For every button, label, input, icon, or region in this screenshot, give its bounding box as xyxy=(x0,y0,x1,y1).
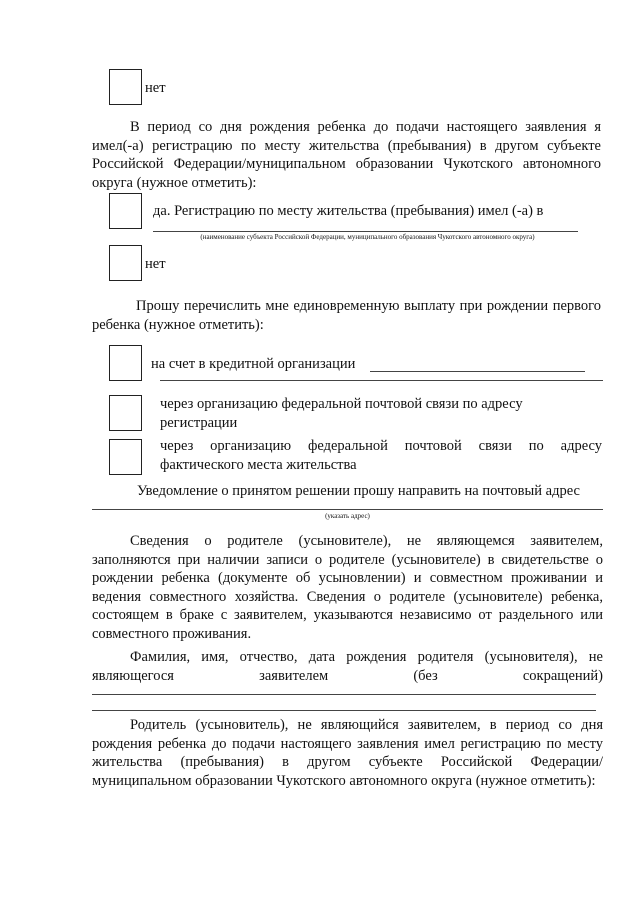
no-label-2: нет xyxy=(145,256,166,272)
notice-address-line[interactable] xyxy=(92,509,603,510)
no-checkbox-2[interactable] xyxy=(109,245,142,281)
no-checkbox-1[interactable] xyxy=(109,69,142,105)
post-registration-text: через организацию федеральной почтовой связи по адресу регистрации xyxy=(160,396,523,431)
bank-checkbox[interactable] xyxy=(109,345,142,381)
post-registration-checkbox[interactable] xyxy=(109,395,142,431)
post-registration-label xyxy=(160,395,602,432)
payment-request-paragraph: Прошу перечислить мне единовременную выплату при рождении первого ребенка (нужное отметить): xyxy=(92,298,601,333)
yes-checkbox[interactable] xyxy=(109,193,142,229)
post-actual-label xyxy=(160,437,602,474)
parent-info-paragraph: Сведения о родителе (усыновителе), не являющемся заявителем, заполняются при наличии записи о родителе (усыновителе) в свидетельстве о рождении ребенка (документе об усыновлении) и совместном проживании и ведения совместного хозяйства. Сведения о родителе (усыновителе) ребенка, состоящем в браке с заявителем, указываются независимо от раздельного или совместного проживания. xyxy=(92,533,603,642)
parent-name-paragraph: Фамилия, имя, отчество, дата рождения родителя (усыновителя), не являющегося заявителем (без сокращений) xyxy=(92,649,603,684)
bank-name-line[interactable] xyxy=(370,371,585,372)
region-note: (наименование субъекта Российской Федерации, муниципального образования Чукотского автономного округа) xyxy=(200,233,535,241)
post-actual-text: через организацию федеральной почтовой связи по адресу фактического места жительства xyxy=(160,438,602,473)
notice-text: Уведомление о принятом решении прошу направить на почтовый адрес xyxy=(137,483,580,499)
region-line[interactable] xyxy=(153,231,578,232)
parent-name-line-2[interactable] xyxy=(92,710,596,711)
parent-name-line-1[interactable] xyxy=(92,694,596,695)
post-actual-checkbox[interactable] xyxy=(109,439,142,475)
bank-label: на счет в кредитной организации xyxy=(151,356,356,372)
parent-registration-paragraph: Родитель (усыновитель), не являющийся заявителем, в период со дня рождения ребенка до подачи настоящего заявления имел регистрацию по месту жительства (пребывания) в другом субъекте Российской Федерации/муниципальном образовании Чукотского автономного округа (нужное отметить): xyxy=(92,717,603,789)
bank-details-line[interactable] xyxy=(160,380,603,381)
no-label-1: нет xyxy=(145,80,166,96)
yes-label: да. Регистрацию по месту жительства (пребывания) имел (-а) в xyxy=(153,203,544,219)
registration-paragraph: В период со дня рождения ребенка до подачи настоящего заявления я имел(-а) регистрацию по месту жительства (пребывания) в другом субъекте Российской Федерации/муниципальном образовании Чукотского автономного округа (нужное отметить): xyxy=(92,119,601,191)
notice-address-note: (указать адрес) xyxy=(325,512,370,520)
